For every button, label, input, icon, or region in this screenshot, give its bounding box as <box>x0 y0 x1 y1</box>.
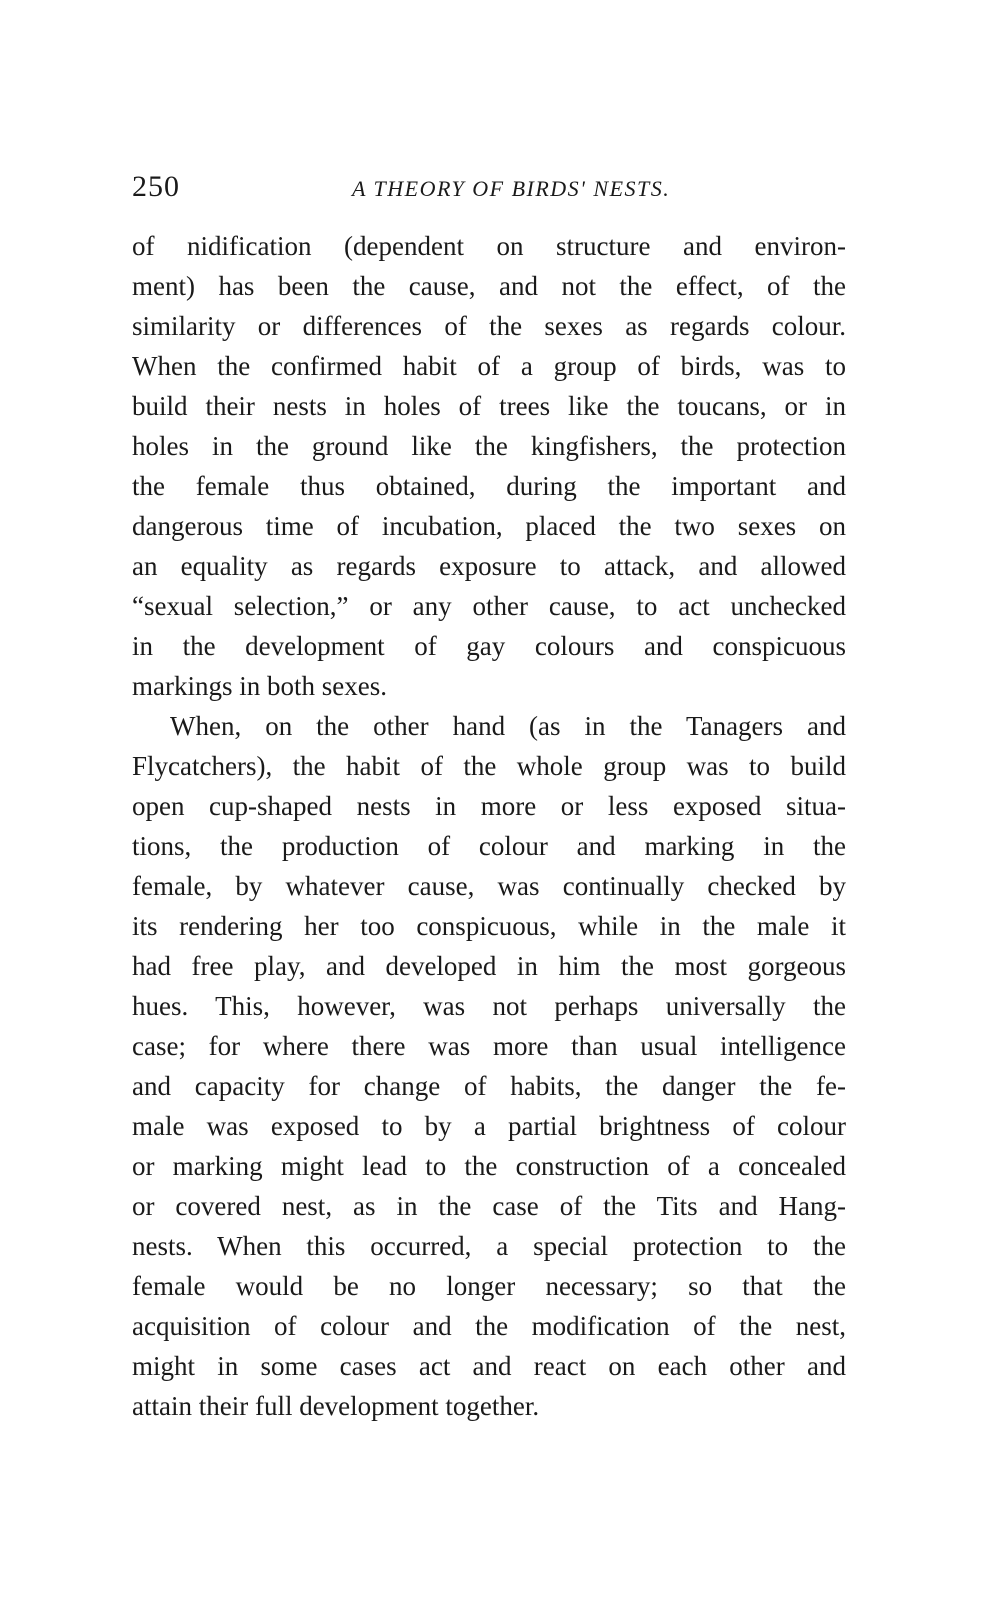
text-line: open cup-shaped nests in more or less exposed situa- <box>132 791 846 821</box>
text-line: “sexual selection,” or any other cause, to act unchecked <box>132 591 846 621</box>
text-line: or covered nest, as in the case of the Tits and Hang- <box>132 1191 846 1221</box>
text-line: ment) has been the cause, and not the effect, of the <box>132 271 846 301</box>
text-line: might in some cases act and react on each other and <box>132 1351 846 1381</box>
text-line: an equality as regards exposure to attack, and allowed <box>132 551 846 581</box>
text-line: and capacity for change of habits, the danger the fe- <box>132 1071 846 1101</box>
page-header <box>132 170 852 210</box>
text-line: Flycatchers), the habit of the whole group was to build <box>132 751 846 781</box>
text-line: markings in both sexes. <box>132 671 387 701</box>
text-line: dangerous time of incubation, placed the two sexes on <box>132 511 846 541</box>
text-line: in the development of gay colours and conspicuous <box>132 631 846 661</box>
text-line: male was exposed to by a partial brightness of colour <box>132 1111 846 1141</box>
text-line: build their nests in holes of trees like the toucans, or in <box>132 391 846 421</box>
page-number: 250 <box>132 170 180 203</box>
text-line: its rendering her too conspicuous, while in the male it <box>132 911 846 941</box>
text-line: acquisition of colour and the modification of the nest, <box>132 1311 846 1341</box>
text-line: female would be no longer necessary; so that the <box>132 1271 846 1301</box>
text-line: case; for where there was more than usual intelligence <box>132 1031 846 1061</box>
text-line: When, on the other hand (as in the Tanagers and <box>170 711 846 741</box>
text-line: hues. This, however, was not perhaps universally the <box>132 991 846 1021</box>
text-line: of nidification (dependent on structure and environ- <box>132 231 846 261</box>
body-text <box>132 226 846 1426</box>
text-line: tions, the production of colour and marking in the <box>132 831 846 861</box>
text-line: the female thus obtained, during the important and <box>132 471 846 501</box>
text-line: female, by whatever cause, was continually checked by <box>132 871 846 901</box>
text-line: attain their full development together. <box>132 1391 540 1421</box>
text-line: holes in the ground like the kingfishers, the protection <box>132 431 846 461</box>
text-line: or marking might lead to the construction of a concealed <box>132 1151 846 1181</box>
running-head: A THEORY OF BIRDS' NESTS. <box>352 176 671 201</box>
text-line: When the confirmed habit of a group of birds, was to <box>132 351 846 381</box>
text-line: had free play, and developed in him the most gorgeous <box>132 951 846 981</box>
text-line: nests. When this occurred, a special protection to the <box>132 1231 846 1261</box>
text-line: similarity or differences of the sexes as regards colour. <box>132 311 846 341</box>
